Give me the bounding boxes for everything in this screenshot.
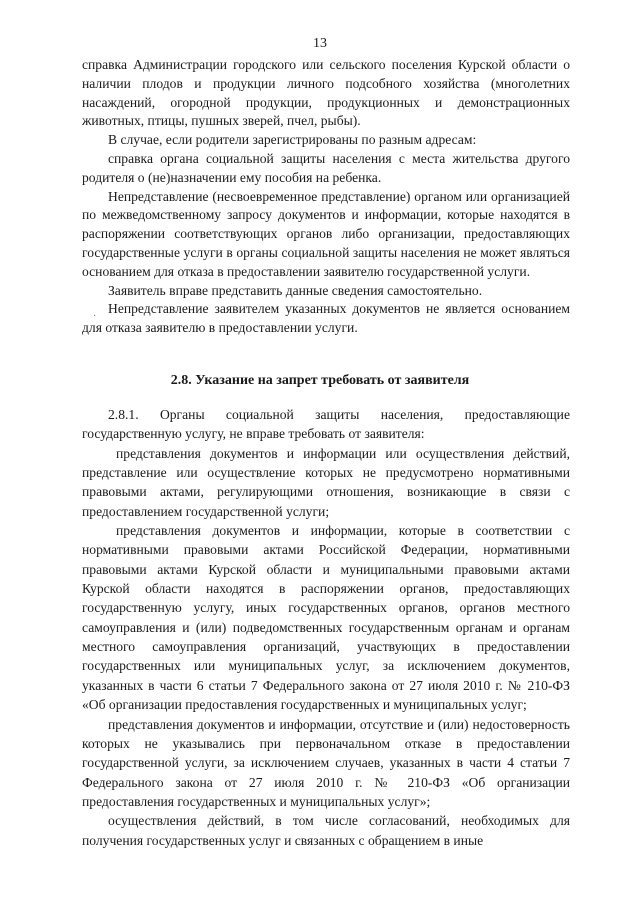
paragraph-garden-certificate: справка Администрации городского или сельского поселения Курской области о наличии плодов и продукции личного подсобного хозяйства (многолетних насаждений, огородной продукции, продукционных и демонстрационных животных, птицы, пушных зверей, пчел, рыбы). — [82, 57, 570, 129]
section-heading: 2.8. Указание на запрет требовать от заявителя — [170, 373, 470, 388]
top-text-block — [82, 56, 570, 338]
paragraph-different-addresses: В случае, если родители зарегистрированы по разным адресам: — [108, 132, 477, 148]
section-text-block — [82, 405, 570, 850]
paragraph-other-parent-certificate: справка органа социальной защиты населения с места жительства другого родителя о (не)назначении ему пособия на ребенка. — [82, 150, 570, 185]
paragraph-documents-not-indicated-in-refusal: представления документов и информации, отсутствие и (или) недостоверность которых не указывались при первоначальном отказе в предоставлении государственной услуги, за исключением случаев, указанных в части 4 статьи 7 Федерального закона от 27 июля 2010 г. № 210-ФЗ «Об организации предоставления государственных и муниципальных услуг»; — [82, 716, 570, 809]
margin-mark: · — [93, 311, 97, 322]
paragraph-nonsubmission-by-applicant: Непредставление заявителем указанных документов не является основанием для отказа заявителю в предоставлении услуги. — [82, 301, 570, 336]
paragraph-self-submission: Заявитель вправе представить данные сведения самостоятельно. — [108, 282, 483, 298]
paragraph-documents-not-required-by-law: представления документов и информации или осуществления действий, представление или осуществление которых не предусмотрено нормативными правовыми актами, регулирующими отношения, возникающие в связи с предоставлением государственной услуги; — [82, 445, 570, 519]
page-number: 13 — [313, 36, 327, 51]
paragraph-approvals-actions: осуществления действий, в том числе согласований, необходимых для получения государственных услуг и связанных с обращением в иные — [82, 813, 570, 848]
paragraph-nonsubmission-by-agency: Непредставление (несвоевременное представление) органом или организацией по межведомственному запросу документов и информации, которые находятся в распоряжении соответствующих органов либо организации, предоставляющих государственные услуги в органы социальной защиты населения не может являться основанием для отказа в предоставлении заявителю государственной услуги. — [82, 188, 570, 279]
paragraph-2-8-1: 2.8.1. Органы социальной защиты населения, предоставляющие государственную услугу, не вправе требовать от заявителя: — [82, 407, 570, 442]
paragraph-documents-held-by-authorities: представления документов и информации, которые в соответствии с нормативными правовыми актами Российской Федерации, нормативными правовыми актами Курской области и муниципальными правовыми актами Курской области находятся в распоряжении органов, предоставляющих государственную услугу, иных государственных органов, органов местного самоуправления и (или) подведомственных государственным органам и органам местного самоуправления организаций, участвующих в предоставлении государственных или муниципальных услуг, за исключением документов, указанных в части 6 статьи 7 Федерального закона от 27 июля 2010 г. № 210-ФЗ «Об организации предоставления государственных и муниципальных услуг; — [82, 523, 570, 713]
